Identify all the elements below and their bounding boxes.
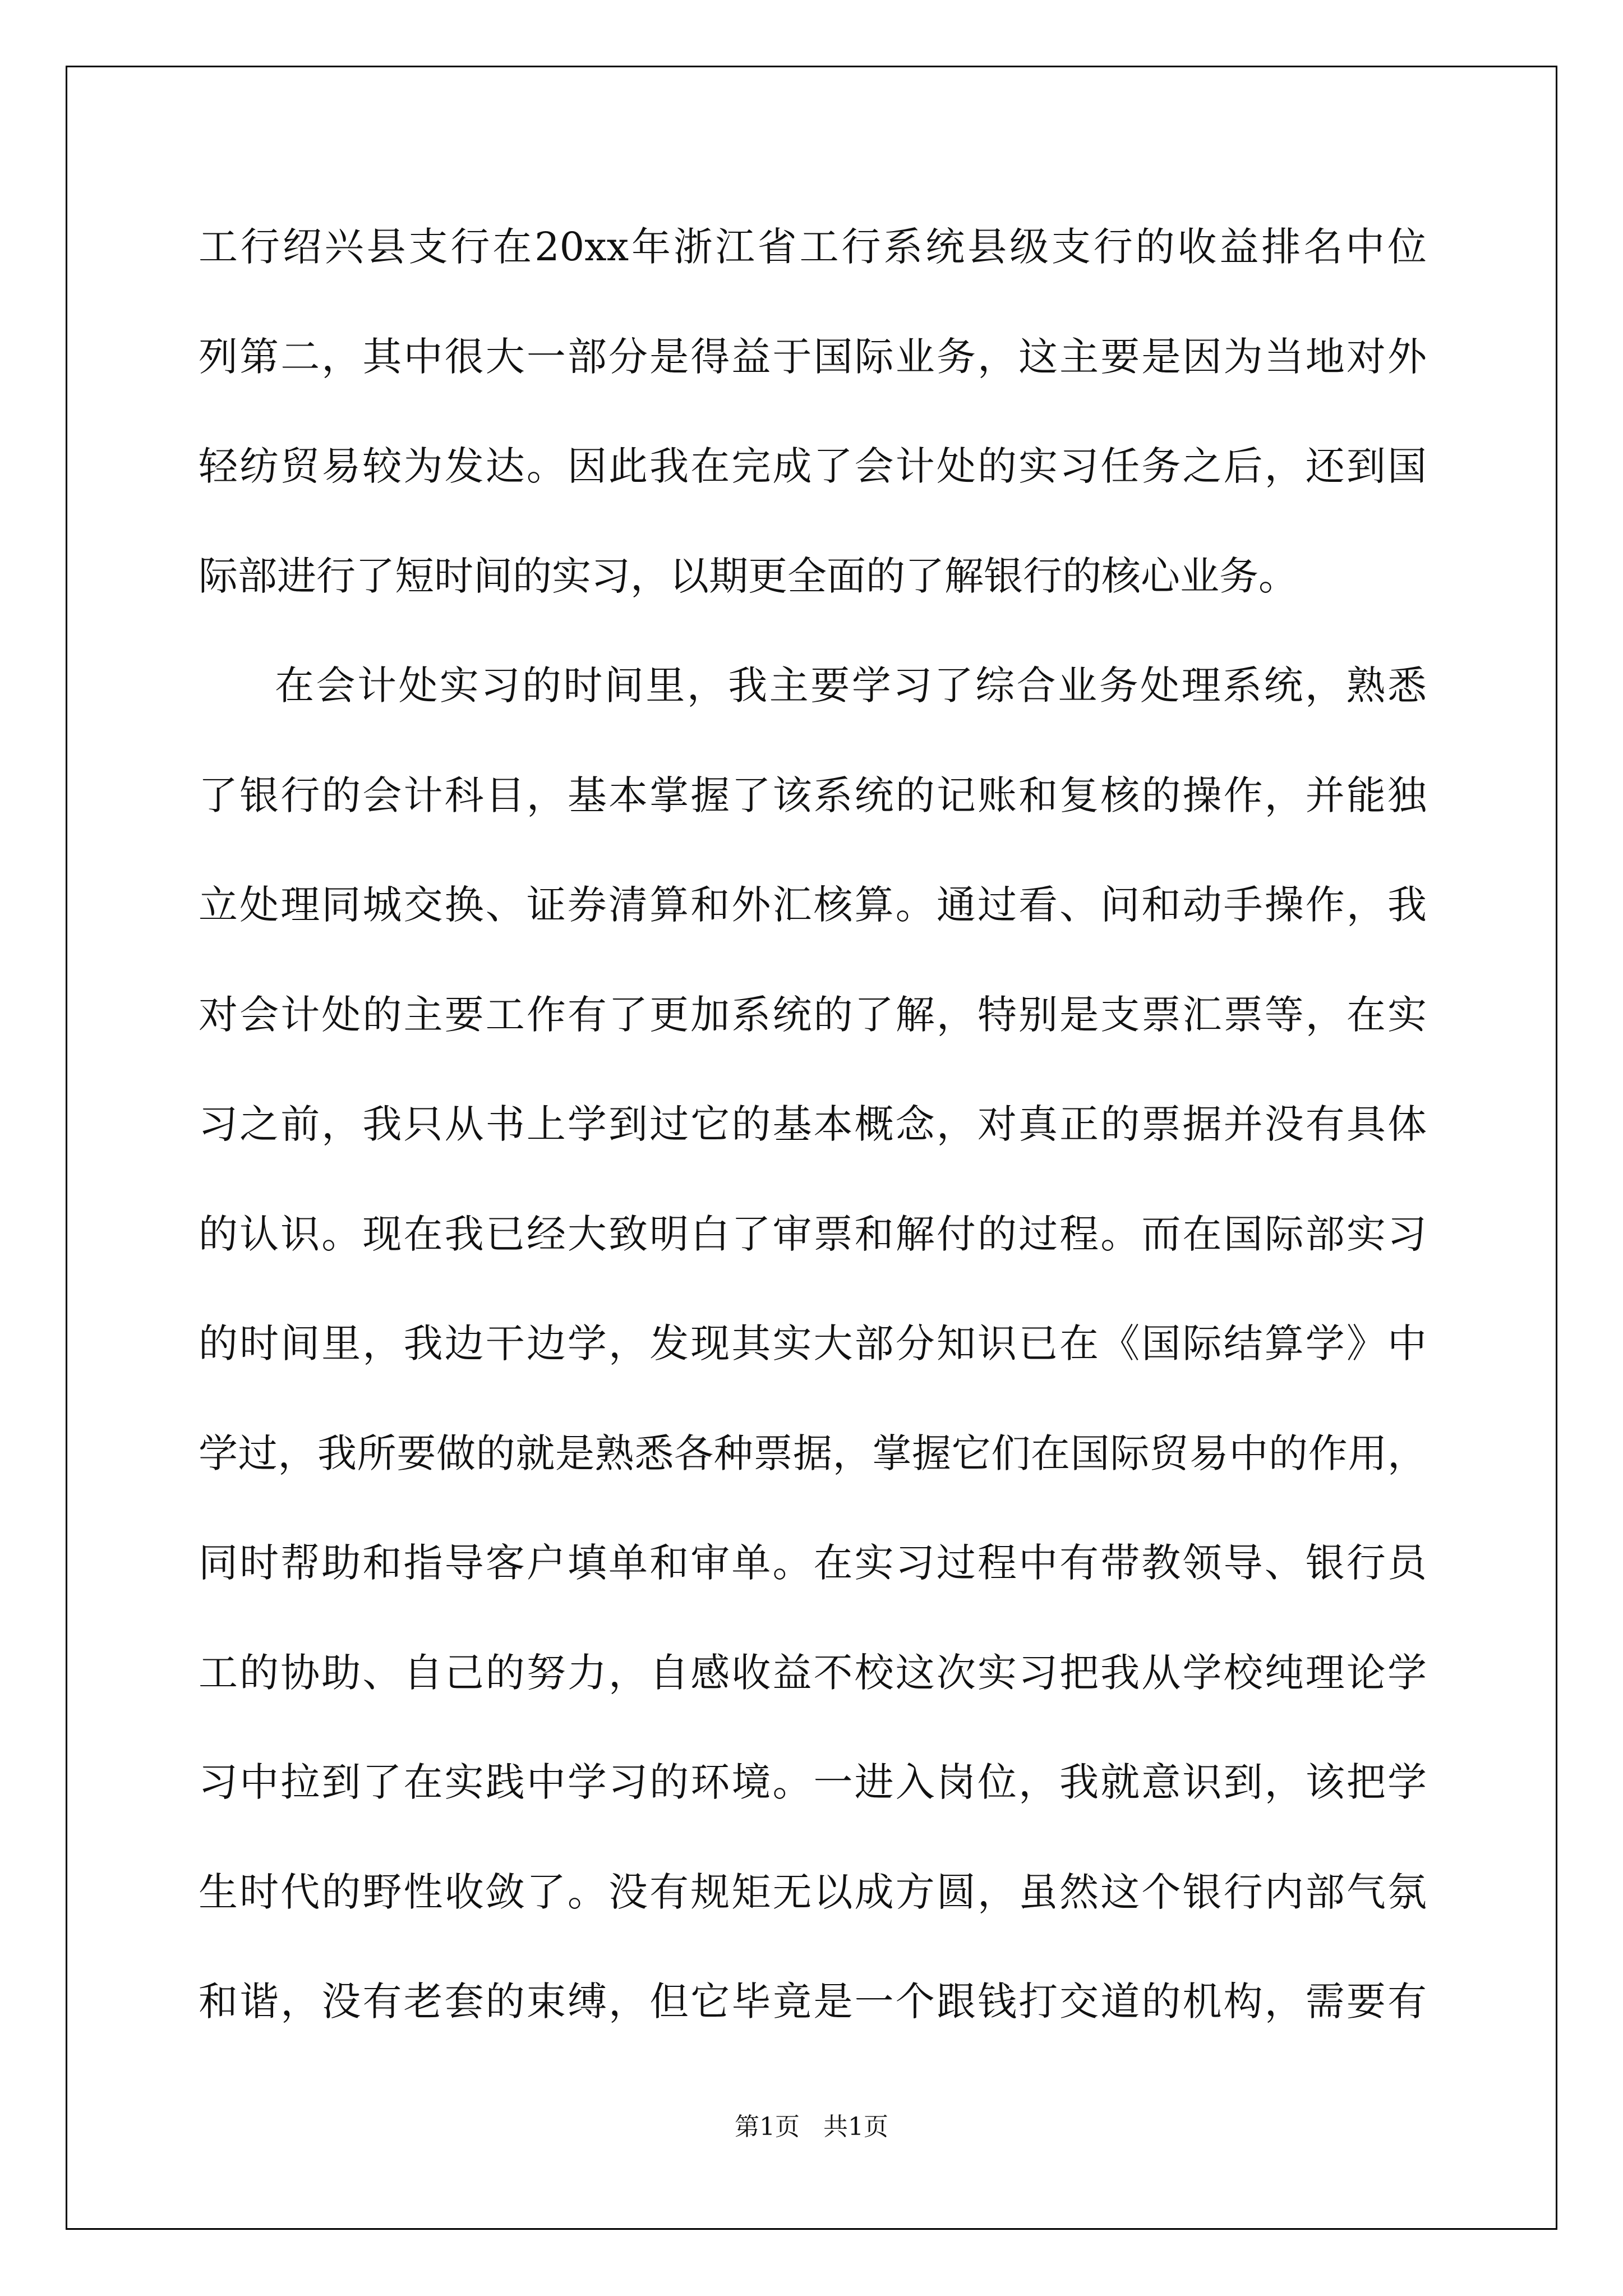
page-total: 共1页 — [823, 2113, 888, 2141]
paragraph-first-line: 在会计处实习的时间里，我主要学习了综合业务处理系统，熟悉 — [275, 662, 1427, 708]
text-line: 的认识。现在我已经大致明白了审票和解付的过程。而在国际部实习 — [199, 1211, 1427, 1257]
text-line: 工行绍兴县支行在20xx年浙江省工行系统县级支行的收益排名中位 — [199, 224, 1427, 270]
text-line: 轻纺贸易较为发达。因此我在完成了会计处的实习任务之后，还到国 — [199, 443, 1427, 489]
text-line: 对会计处的主要工作有了更加系统的了解，特别是支票汇票等，在实 — [199, 992, 1427, 1038]
text-line: 和谐，没有老套的束缚，但它毕竟是一个跟钱打交道的机构，需要有 — [199, 1978, 1427, 2024]
text-line: 了银行的会计科目，基本掌握了该系统的记账和复核的操作，并能独 — [199, 772, 1427, 818]
text-line: 生时代的野性收敛了。没有规矩无以成方圆，虽然这个银行内部气氛 — [199, 1869, 1427, 1915]
text-line: 工的协助、自己的努力，自感收益不校这次实习把我从学校纯理论学 — [199, 1650, 1427, 1696]
page-number: 第1页 — [735, 2113, 800, 2141]
text-line: 习中拉到了在实践中学习的环境。一进入岗位，我就意识到，该把学 — [199, 1759, 1427, 1805]
text-line: 际部进行了短时间的实习，以期更全面的了解银行的核心业务。 — [199, 553, 1298, 599]
text-line: 的时间里，我边干边学，发现其实大部分知识已在《国际结算学》中 — [199, 1320, 1427, 1366]
text-line: 列第二，其中很大一部分是得益于国际业务，这主要是因为当地对外 — [199, 334, 1427, 380]
page-footer — [0, 2110, 1623, 2144]
text-line: 同时帮助和指导客户填单和审单。在实习过程中有带教领导、银行员 — [199, 1540, 1427, 1586]
text-line: 学过，我所要做的就是熟悉各种票据，掌握它们在国际贸易中的作用， — [199, 1430, 1427, 1476]
text-line: 习之前，我只从书上学到过它的基本概念，对真正的票据并没有具体 — [199, 1101, 1427, 1147]
text-line: 立处理同城交换、证券清算和外汇核算。通过看、问和动手操作，我 — [199, 882, 1427, 928]
